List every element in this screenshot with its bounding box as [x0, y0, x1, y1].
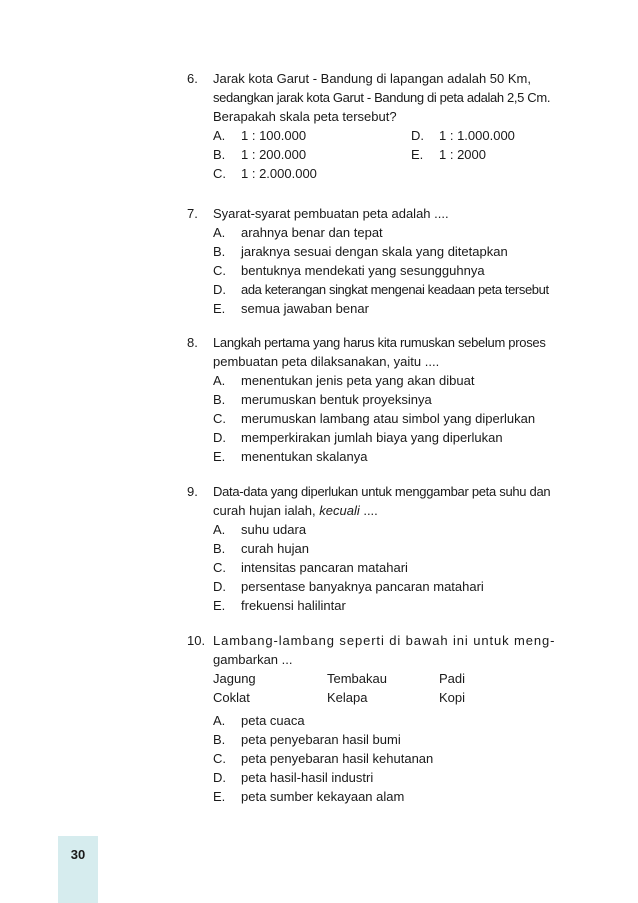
question-number: 10. — [187, 633, 206, 648]
question-text-line: Syarat-syarat pembuatan peta adalah .... — [213, 206, 449, 221]
emphasis-word: kecuali — [319, 503, 360, 518]
question-text-line: gambarkan ... — [213, 652, 293, 667]
option-a[interactable]: A. 1 : 100.000 — [213, 128, 307, 143]
option-a[interactable]: A. arahnya benar dan tepat — [213, 225, 383, 240]
option-d[interactable]: D. 1 : 1.000.000 — [411, 128, 515, 143]
question-10 — [187, 631, 579, 806]
option-c[interactable]: C. intensitas pancaran matahari — [213, 560, 408, 575]
option-d[interactable]: D. ada keterangan singkat mengenai keadaan peta tersebut — [213, 282, 549, 297]
question-number: 7. — [187, 206, 198, 221]
symbol-label: Jagung — [213, 671, 256, 686]
option-c[interactable]: C. merumuskan lambang atau simbol yang diperlukan — [213, 411, 536, 426]
option-b[interactable]: B. peta penyebaran hasil bumi — [213, 732, 401, 747]
option-e[interactable]: E. menentukan skalanya — [213, 449, 368, 464]
symbol-list — [213, 669, 579, 707]
question-number: 6. — [187, 71, 198, 86]
option-d[interactable]: D. memperkirakan jumlah biaya yang diperlukan — [213, 430, 503, 445]
symbol-label: Kelapa — [327, 690, 368, 705]
option-a[interactable]: A. menentukan jenis peta yang akan dibuat — [213, 373, 475, 388]
question-text-line: curah hujan ialah, kecuali .... — [213, 503, 378, 518]
question-text-line: sedangkan jarak kota Garut - Bandung di peta adalah 2,5 Cm. — [213, 90, 551, 105]
option-c[interactable]: C. 1 : 2.000.000 — [213, 166, 317, 181]
option-d[interactable]: D. peta hasil-hasil industri — [213, 770, 374, 785]
page-number-tab — [58, 836, 98, 903]
option-b[interactable]: B. curah hujan — [213, 541, 309, 556]
question-9 — [187, 482, 579, 615]
question-8 — [187, 333, 579, 466]
symbol-label: Tembakau — [327, 671, 387, 686]
question-text-line: Jarak kota Garut - Bandung di lapangan adalah 50 Km, — [213, 71, 531, 86]
option-e[interactable]: E. semua jawaban benar — [213, 301, 369, 316]
question-text-line: Berapakah skala peta tersebut? — [213, 109, 397, 124]
answer-options — [213, 223, 579, 318]
symbol-label: Kopi — [439, 690, 466, 705]
question-number: 9. — [187, 484, 198, 499]
symbol-label: Coklat — [213, 690, 250, 705]
option-c[interactable]: C. peta penyebaran hasil kehutanan — [213, 751, 434, 766]
answer-options — [213, 126, 579, 183]
question-6 — [187, 69, 579, 183]
question-text-line: Langkah pertama yang harus kita rumuskan sebelum proses — [213, 335, 546, 350]
option-b[interactable]: B. merumuskan bentuk proyeksinya — [213, 392, 432, 407]
option-e[interactable]: E. 1 : 2000 — [411, 147, 486, 162]
option-d[interactable]: D. persentase banyaknya pancaran matahari — [213, 579, 484, 594]
page-number: 30 — [70, 847, 86, 862]
symbol-label: Padi — [439, 671, 466, 686]
answer-options — [213, 711, 579, 806]
option-e[interactable]: E. peta sumber kekayaan alam — [213, 789, 405, 804]
option-b[interactable]: B. jaraknya sesuai dengan skala yang ditetapkan — [213, 244, 508, 259]
answer-options — [213, 371, 579, 466]
option-c[interactable]: C. bentuknya mendekati yang sesungguhnya — [213, 263, 485, 278]
option-b[interactable]: B. 1 : 200.000 — [213, 147, 307, 162]
option-a[interactable]: A. peta cuaca — [213, 713, 305, 728]
question-number: 8. — [187, 335, 198, 350]
question-7 — [187, 204, 579, 318]
option-e[interactable]: E. frekuensi halilintar — [213, 598, 346, 613]
question-text-line: pembuatan peta dilaksanakan, yaitu .... — [213, 354, 440, 369]
option-a[interactable]: A. suhu udara — [213, 522, 307, 537]
answer-options — [213, 520, 579, 615]
question-text-line: Lambang-lambang seperti di bawah ini untuk meng- — [213, 633, 556, 648]
question-text-line: Data-data yang diperlukan untuk menggambar peta suhu dan — [213, 484, 551, 499]
